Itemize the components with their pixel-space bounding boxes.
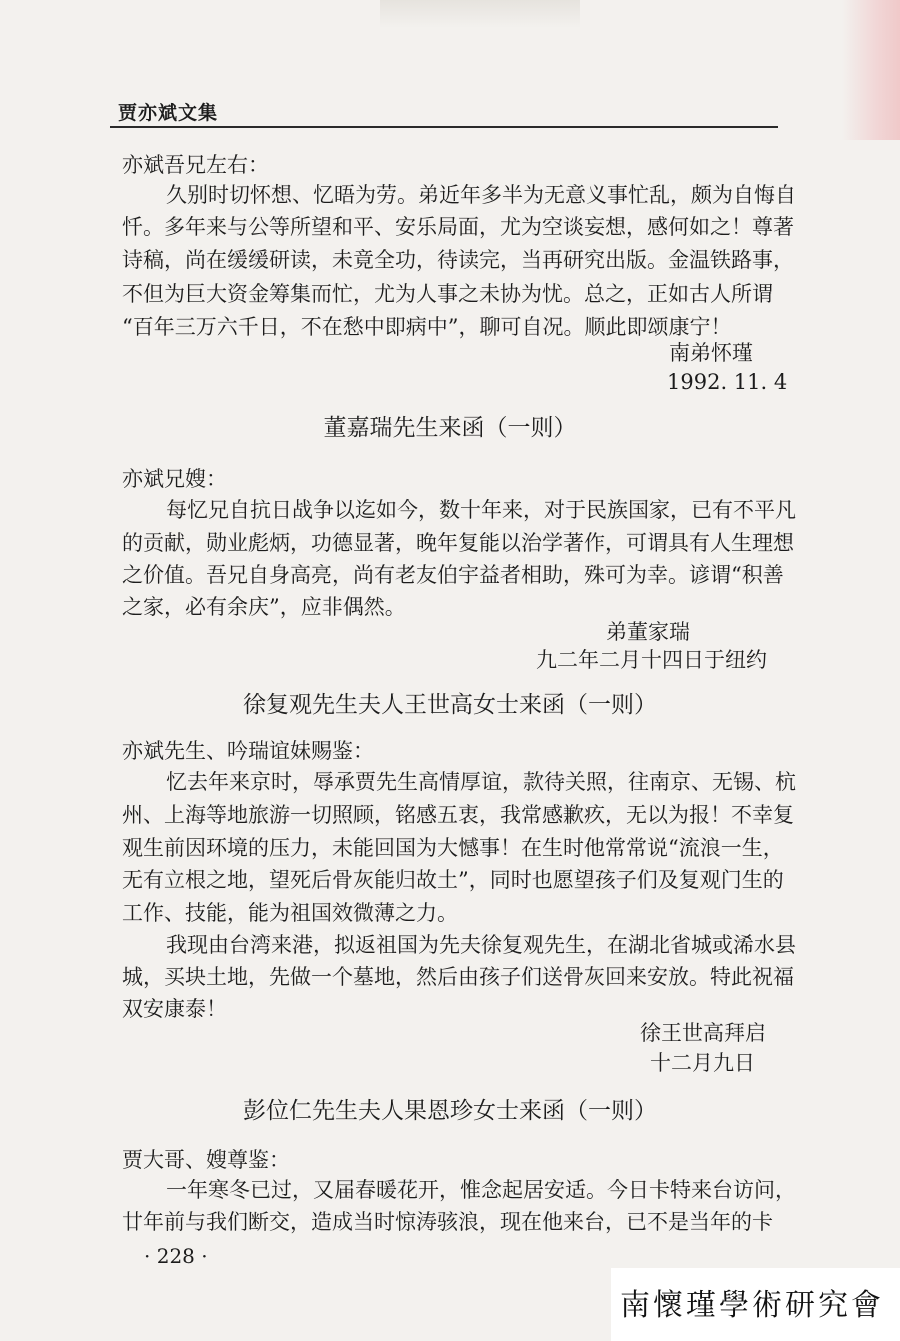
body-line: 不但为巨大资金筹集而忙，尤为人事之未协为忧。总之，正如古人所谓 [122, 282, 773, 306]
body-line: 工作、技能，能为祖国效微薄之力。 [122, 901, 458, 925]
date: 1992. 11. 4 [667, 370, 788, 394]
running-head: 贾亦斌文集 [118, 102, 219, 124]
signature: 南弟怀瑾 [669, 341, 753, 365]
letter-title: 徐复观先生夫人王世高女士来函（一则） [243, 692, 657, 718]
header-rule [110, 126, 778, 128]
signature: 徐王世高拜启 [640, 1021, 766, 1045]
body-line: 诗稿，尚在缓缓研读，未竟全功，待读完，当再研究出版。金温铁路事， [122, 248, 794, 272]
page-edge-shadow [842, 0, 900, 140]
body-line: 城，买块土地，先做一个墓地，然后由孩子们送骨灰回来安放。特此祝福 [122, 965, 794, 989]
body-line: “百年三万六千日，不在愁中即病中”，聊可自况。顺此即颂康宁！ [122, 315, 732, 339]
date: 十二月九日 [650, 1051, 755, 1075]
salutation: 贾大哥、嫂尊鉴： [122, 1148, 290, 1172]
body-line: 之价值。吾兄自身高亮，尚有老友伯宇益者相助，殊可为幸。谚谓“积善 [122, 563, 784, 587]
body-line: 每忆兄自抗日战争以迄如今，数十年来，对于民族国家，已有不平凡 [166, 498, 796, 522]
date: 九二年二月十四日于纽约 [536, 648, 767, 672]
body-line: 的贡献，勋业彪炳，功德显著，晚年复能以治学著作，可谓具有人生理想 [122, 531, 794, 555]
body-line: 双安康泰！ [122, 997, 227, 1021]
page-number: · 228 · [144, 1244, 208, 1268]
body-line: 久别时切怀想、忆晤为劳。弟近年多半为无意义事忙乱，颇为自悔自 [166, 183, 796, 207]
body-line: 我现由台湾来港，拟返祖国为先夫徐复观先生，在湖北省城或浠水县 [166, 933, 796, 957]
salutation: 亦斌先生、吟瑞谊妹赐鉴： [122, 739, 374, 763]
body-line: 忏。多年来与公等所望和平、安乐局面，尤为空谈妄想，感何如之！尊著 [122, 215, 794, 239]
top-shade [380, 0, 580, 28]
body-line: 观生前因环境的压力，未能回国为大憾事！在生时他常常说“流浪一生， [122, 836, 784, 860]
body-line: 无有立根之地，望死后骨灰能归故土”，同时也愿望孩子们及复观门生的 [122, 868, 784, 892]
body-line: 一年寒冬已过，又届春暖花开，惟念起居安适。今日卡特来台访问， [166, 1178, 796, 1202]
body-line: 州、上海等地旅游一切照顾，铭感五衷，我常感歉疚，无以为报！不幸复 [122, 803, 794, 827]
letter-title: 彭位仁先生夫人果恩珍女士来函（一则） [243, 1098, 657, 1124]
body-line: 忆去年来京时，辱承贾先生高情厚谊，款待关照，往南京、无锡、杭 [166, 770, 796, 794]
salutation: 亦斌吾兄左右： [122, 153, 269, 177]
letter-title: 董嘉瑞先生来函（一则） [323, 415, 577, 441]
body-line: 廿年前与我们断交，造成当时惊涛骇浪，现在他来台，已不是当年的卡 [122, 1210, 773, 1234]
body-line: 之家，必有余庆”，应非偶然。 [122, 595, 406, 619]
signature: 弟董家瑞 [606, 620, 690, 644]
watermark-stamp-text: 南懷瑾學術研究會 [620, 1288, 884, 1323]
salutation: 亦斌兄嫂： [122, 467, 227, 491]
